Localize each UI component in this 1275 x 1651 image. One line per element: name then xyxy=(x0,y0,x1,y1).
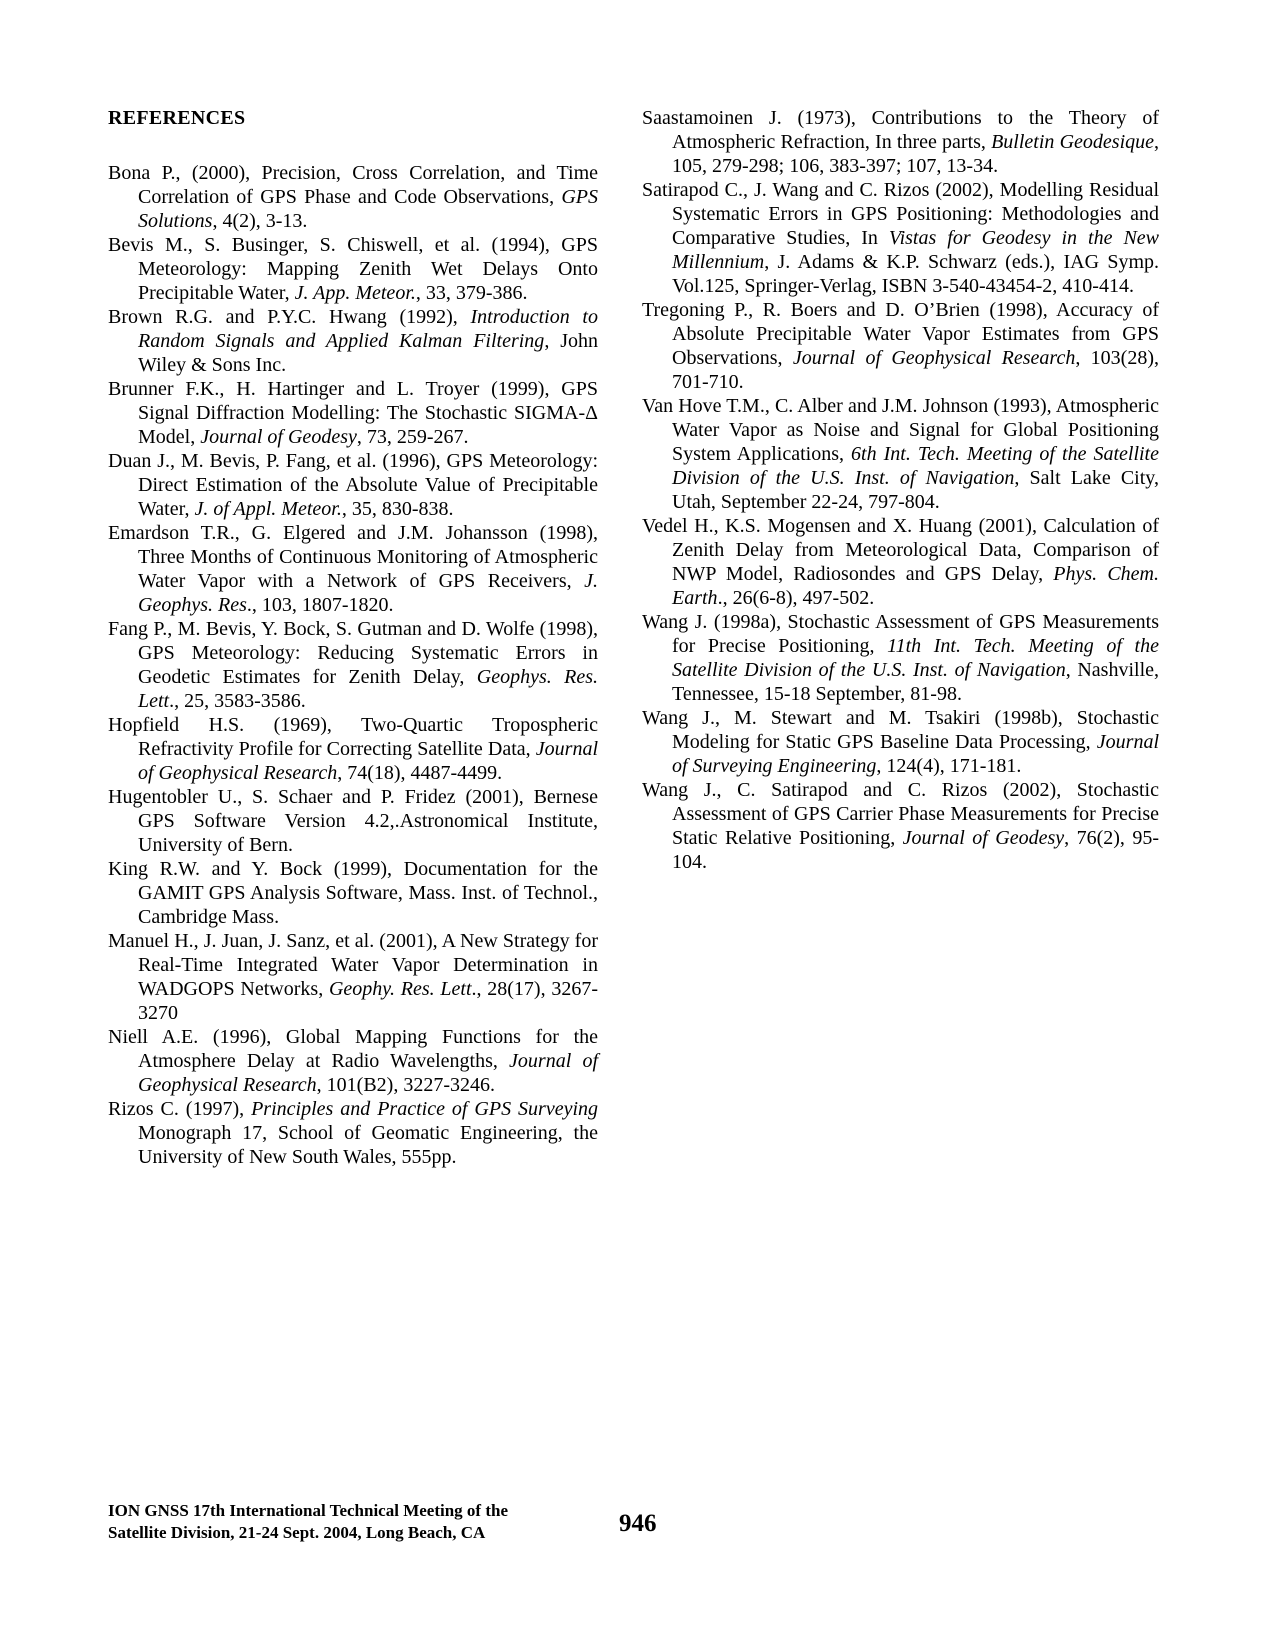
reference-journal-title: Journal of Geodesy xyxy=(902,827,1065,849)
reference-journal-title: Bulletin Geodesique xyxy=(991,131,1154,153)
reference-text: Manuel H., J. Juan, J. Sanz, et al. (2001), A New Strategy for Real-Time Integrated Water Vapor Determination in WADGOPS Networks, xyxy=(108,930,598,1000)
footer-conference-info xyxy=(108,1500,508,1544)
reference-list-right xyxy=(642,106,1159,874)
reference-text: , 124(4), 171-181. xyxy=(876,755,1022,777)
reference-journal-title: Introduction to Random Signals and Applied Kalman Filtering xyxy=(138,306,598,352)
reference-text: ., 28(17), 3267-3270 xyxy=(138,978,598,1024)
reference-item xyxy=(108,161,598,233)
reference-journal-title: 6th Int. Tech. Meeting of the Satellite Division of the U.S. Inst. of Navigation xyxy=(672,443,1159,489)
reference-text: , 74(18), 4487-4499. xyxy=(337,762,503,784)
reference-item xyxy=(108,1025,598,1097)
reference-text: Brown R.G. and P.Y.C. Hwang (1992), xyxy=(108,306,471,328)
page-number: 946 xyxy=(619,1510,657,1537)
references-column-right xyxy=(642,106,1159,1169)
reference-item xyxy=(642,610,1159,706)
reference-journal-title: GPS Solutions xyxy=(138,186,598,232)
reference-journal-title: J. Geophys. Res xyxy=(138,570,598,616)
reference-item xyxy=(108,857,598,929)
reference-journal-title: Principles and Practice of GPS Surveying xyxy=(251,1098,599,1120)
reference-journal-title: Vistas for Geodesy in the New Millennium xyxy=(672,227,1160,273)
reference-item xyxy=(642,514,1159,610)
reference-text: , Salt Lake City, Utah, September 22-24, 797-804. xyxy=(672,467,1159,513)
reference-journal-title: Journal of Geophysical Research xyxy=(138,738,598,784)
reference-item xyxy=(108,449,598,521)
reference-text: , Nashville, Tennessee, 15-18 September, 81-98. xyxy=(672,659,1159,705)
reference-text: Satirapod C., J. Wang and C. Rizos (2002), Modelling Residual Systematic Errors in GPS Positioning: Methodologies and Comparative Studies, In xyxy=(642,179,1159,249)
reference-item xyxy=(108,377,598,449)
reference-journal-title: 11th Int. Tech. Meeting of the Satellite Division of the U.S. Inst. of Navigation xyxy=(672,635,1159,681)
reference-text: Hugentobler U., S. Schaer and P. Fridez (2001), Bernese GPS Software Version 4.2,.Astronomical Institute, University of Bern. xyxy=(108,786,598,856)
reference-item xyxy=(642,706,1159,778)
reference-journal-title: Phys. Chem. Earth xyxy=(672,563,1160,609)
references-column-left xyxy=(108,106,598,1169)
reference-text: Brunner F.K., H. Hartinger and L. Troyer (1999), GPS Signal Diffraction Modelling: The Stochastic SIGMA-Δ Model, xyxy=(108,378,598,448)
reference-text: Van Hove T.M., C. Alber and J.M. Johnson (1993), Atmospheric Water Vapor as Noise and Signal for Global Positioning System Applications, xyxy=(642,395,1159,465)
reference-journal-title: Geophy. Res. Lett xyxy=(328,978,472,1000)
reference-text: Fang P., M. Bevis, Y. Bock, S. Gutman and D. Wolfe (1998), GPS Meteorology: Reducing Systematic Errors in Geodetic Estimates for Zenith Delay, xyxy=(108,618,598,688)
reference-item xyxy=(108,929,598,1025)
reference-text: King R.W. and Y. Bock (1999), Documentation for the GAMIT GPS Analysis Software, Mass. Inst. of Technol., Cambridge Mass. xyxy=(108,858,598,928)
reference-item xyxy=(642,394,1159,514)
reference-text: Vedel H., K.S. Mogensen and X. Huang (2001), Calculation of Zenith Delay from Meteorological Data, Comparison of NWP Model, Radiosondes and GPS Delay, xyxy=(642,515,1159,585)
reference-text: Emardson T.R., G. Elgered and J.M. Johansson (1998), Three Months of Continuous Monitoring of Atmospheric Water Vapor with a Network of GPS Receivers, xyxy=(108,522,598,592)
reference-item xyxy=(642,298,1159,394)
reference-text: Saastamoinen J. (1973), Contributions to the Theory of Atmospheric Refraction, In three parts, xyxy=(642,107,1159,153)
reference-text: Tregoning P., R. Boers and D. O’Brien (1998), Accuracy of Absolute Precipitable Water Vapor Estimates from GPS Observations, xyxy=(642,299,1159,369)
reference-text: ., 103, 1807-1820. xyxy=(246,594,394,616)
reference-text: Bona P., (2000), Precision, Cross Correlation, and Time Correlation of GPS Phase and Code Observations, xyxy=(108,162,598,208)
reference-item xyxy=(108,233,598,305)
footer-conference-line2: Satellite Division, 21-24 Sept. 2004, Long Beach, CA xyxy=(108,1523,486,1542)
reference-item xyxy=(642,106,1159,178)
reference-text: Rizos C. (1997), xyxy=(108,1098,252,1120)
reference-text: , 73, 259-267. xyxy=(356,426,469,448)
reference-item xyxy=(108,305,598,377)
reference-text: , 35, 830-838. xyxy=(341,498,454,520)
reference-journal-title: Geophys. Res. Lett xyxy=(138,666,599,712)
reference-text: Wang J. (1998a), Stochastic Assessment of GPS Measurements for Precise Positioning, xyxy=(642,611,1159,657)
reference-text: Monograph 17, School of Geomatic Engineering, the University of New South Wales, 555pp. xyxy=(138,1122,598,1168)
reference-item xyxy=(642,778,1159,874)
reference-text: ., 26(6-8), 497-502. xyxy=(717,587,875,609)
reference-text: Hopfield H.S. (1969), Two-Quartic Tropospheric Refractivity Profile for Correcting Satellite Data, xyxy=(108,714,598,760)
reference-text: Duan J., M. Bevis, P. Fang, et al. (1996), GPS Meteorology: Direct Estimation of the Absolute Value of Precipitable Water, xyxy=(108,450,598,520)
reference-journal-title: J. App. Meteor. xyxy=(294,282,416,304)
reference-text: , 101(B2), 3227-3246. xyxy=(316,1074,495,1096)
reference-text: , 76(2), 95-104. xyxy=(672,827,1160,873)
reference-text: , John Wiley & Sons Inc. xyxy=(138,330,598,376)
reference-text: Wang J., M. Stewart and M. Tsakiri (1998b), Stochastic Modeling for Static GPS Baseline Data Processing, xyxy=(642,707,1159,753)
reference-journal-title: Journal of Geodesy xyxy=(200,426,357,448)
reference-journal-title: Journal of Geophysical Research xyxy=(138,1050,598,1096)
reference-item xyxy=(108,617,598,713)
footer-conference-line1: ION GNSS 17th International Technical Meeting of the xyxy=(108,1501,508,1520)
reference-item xyxy=(108,1097,598,1169)
reference-text: , 33, 379-386. xyxy=(415,282,528,304)
reference-item xyxy=(108,521,598,617)
reference-text: ., 25, 3583-3586. xyxy=(169,690,306,712)
reference-text: , 103(28), 701-710. xyxy=(672,347,1160,393)
reference-text: Bevis M., S. Businger, S. Chiswell, et al. (1994), GPS Meteorology: Mapping Zenith Wet Delays Onto Precipitable Water, xyxy=(108,234,598,304)
references-columns xyxy=(108,106,1159,1169)
reference-journal-title: Journal of Surveying Engineering xyxy=(672,731,1159,777)
reference-text: , 105, 279-298; 106, 383-397; 107, 13-34. xyxy=(672,131,1159,177)
reference-item xyxy=(108,785,598,857)
reference-text: Wang J., C. Satirapod and C. Rizos (2002), Stochastic Assessment of GPS Carrier Phase Measurements for Precise Static Relative Positioning, xyxy=(642,779,1159,849)
reference-text: , 4(2), 3-13. xyxy=(212,210,308,232)
reference-text: Niell A.E. (1996), Global Mapping Functions for the Atmosphere Delay at Radio Wavelengths, xyxy=(108,1026,598,1072)
reference-journal-title: J. of Appl. Meteor. xyxy=(194,498,342,520)
reference-list-left xyxy=(108,161,598,1169)
references-heading: REFERENCES xyxy=(108,107,246,129)
reference-journal-title: Journal of Geophysical Research xyxy=(792,347,1076,369)
reference-item xyxy=(108,713,598,785)
reference-item xyxy=(642,178,1159,298)
reference-text: , J. Adams & K.P. Schwarz (eds.), IAG Symp. Vol.125, Springer-Verlag, ISBN 3-540-43454-2, 410-414. xyxy=(672,251,1159,297)
